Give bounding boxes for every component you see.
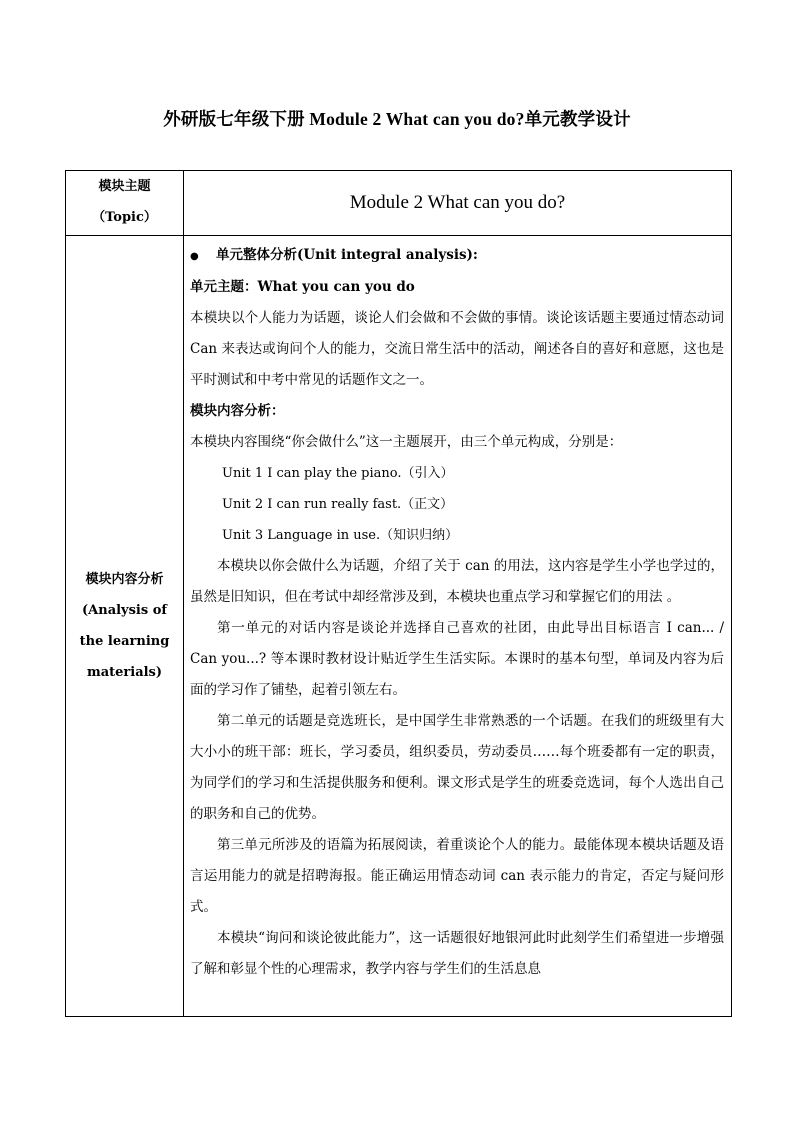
- unit-item-3: Unit 3 Language in use.（知识归纳）: [222, 528, 459, 543]
- topic-row: [66, 171, 732, 236]
- unit-theme: 单元主题：What you can you do: [190, 279, 415, 295]
- content-analysis-heading: 模块内容分析：: [190, 403, 285, 419]
- analysis-label-en-3: materials): [86, 665, 163, 680]
- unit-item-1: Unit 1 I can play the piano.（引入）: [222, 466, 454, 481]
- lesson-plan-table: [65, 170, 732, 1017]
- bullet-heading: ● 单元整体分析(Unit integral analysis):: [190, 240, 724, 272]
- analysis-content-cell: [184, 236, 732, 1017]
- paragraph-last: 本模块“询问和谈论彼此能力”，这一话题很好地银河此时此刻学生们希望进一步增强了解和彰显个性的心理需求，教学内容与学生们的生活息息: [190, 930, 724, 977]
- analysis-label-en-1: (Analysis of: [82, 603, 167, 618]
- topic-value: Module 2 What can you do?: [184, 171, 732, 236]
- paragraph-unit1: 第一单元的对话内容是谈论并选择自己喜欢的社团，由此导出目标语言 I can... / Can you...? 等本课时教材设计贴近学生生活实际。本课时的基本句型，单词及内容为后面的学习作了铺垫，起着引领左右。: [190, 620, 724, 698]
- topic-label-cell: [66, 171, 184, 236]
- unit-item-2: Unit 2 I can run really fast.（正文）: [222, 497, 454, 512]
- content-intro: 本模块内容围绕“你会做什么”这一主题展开，由三个单元构成，分别是：: [190, 434, 623, 450]
- paragraph-unit3: 第三单元所涉及的语篇为拓展阅读，着重谈论个人的能力。最能体现本模块话题及语言运用能力的就是招聘海报。能正确运用情态动词 can 表示能力的肯定，否定与疑问形式。: [190, 837, 724, 915]
- intro-paragraph: 本模块以个人能力为话题，谈论人们会做和不会做的事情。谈论该话题主要通过情态动词 Can 来表达或询问个人的能力，交流日常生活中的活动，阐述各自的喜好和意愿，这也是平时测试和中考中常见的话题作文之一。: [190, 310, 724, 388]
- topic-label-en: （Topic）: [92, 210, 157, 225]
- paragraph-can: 本模块以你会做什么为话题，介绍了关于 can 的用法，这内容是学生小学也学过的，虽然是旧知识，但在考试中却经常涉及到，本模块也重点学习和掌握它们的用法 。: [190, 558, 724, 605]
- analysis-label-cell: [66, 236, 184, 1017]
- topic-label-cn: 模块主题: [98, 179, 151, 194]
- paragraph-unit2: 第二单元的话题是竞选班长，是中国学生非常熟悉的一个话题。在我们的班级里有大大小小的班干部：班长，学习委员，组织委员，劳动委员……每个班委都有一定的职责，为同学们的学习和生活提供服务和便利。课文形式是学生的班委竞选词，每个人选出自己的职务和自己的优势。: [190, 713, 724, 822]
- analysis-label-cn: 模块内容分析: [85, 572, 164, 587]
- document-title: 外研版七年级下册 Module 2 What can you do?单元教学设计: [163, 109, 631, 129]
- analysis-row: [66, 236, 732, 1017]
- analysis-label-en-2: the learning: [79, 634, 170, 649]
